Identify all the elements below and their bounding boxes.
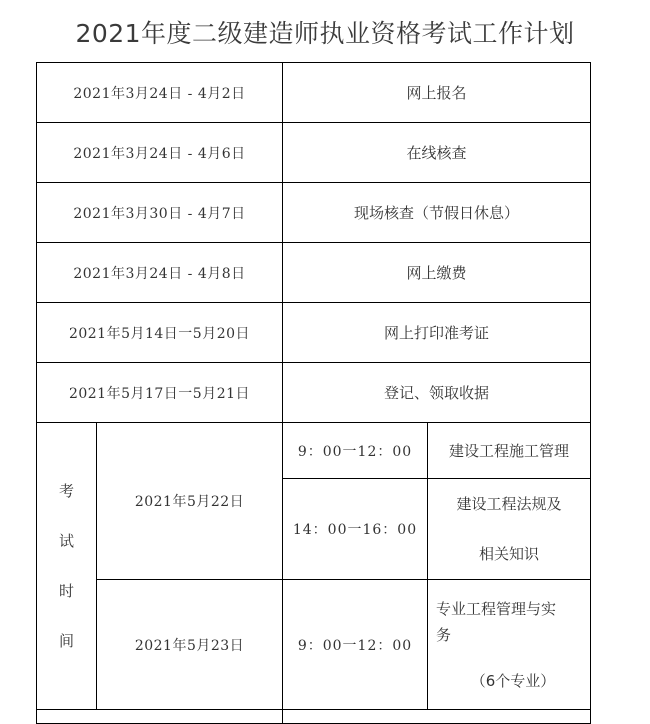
exam-date-cell: 2021年5月22日 (97, 423, 283, 580)
table-row (37, 243, 591, 303)
subject-note: （6个专业） (470, 671, 556, 690)
table-row (37, 123, 591, 183)
exam-label-char: 间 (58, 632, 74, 650)
date-cell: 2021年5月14日一5月20日 (37, 303, 283, 363)
table-row (37, 303, 591, 363)
exam-time-label (37, 423, 97, 710)
table-row (37, 423, 591, 479)
table-row (37, 363, 591, 423)
exam-date-cell: 2021年5月23日 (97, 580, 283, 710)
exam-label-char: 时 (58, 582, 74, 600)
page-title: 2021年度二级建造师执业资格考试工作计划 (75, 19, 575, 48)
date-cell: 2021年5月17日一5月21日 (37, 363, 283, 423)
exam-schedule-table (36, 62, 591, 724)
table-row (37, 63, 591, 123)
task-cell: 现场核查（节假日休息） (283, 183, 591, 243)
task-cell: 登记、领取收据 (283, 363, 591, 423)
exam-label-char: 试 (58, 532, 74, 550)
session-time-cell: 9：00一12：00 (283, 580, 428, 710)
subject-cell (428, 580, 591, 710)
date-cell: 2021年3月24日 - 4月8日 (37, 243, 283, 303)
task-cell: 网上报名 (283, 63, 591, 123)
date-cell: 2021年3月24日 - 4月6日 (37, 123, 283, 183)
session-time-cell: 14：00一16：00 (283, 479, 428, 580)
subject-cell (428, 479, 591, 580)
task-cell: 网上打印准考证 (283, 303, 591, 363)
session-time-cell: 9：00一12：00 (283, 423, 428, 479)
task-cell: 网上缴费 (283, 243, 591, 303)
exam-label-char: 考 (58, 482, 74, 500)
subject-cell (428, 423, 591, 479)
task-cell: 在线核查 (283, 123, 591, 183)
date-cell: 2021年3月24日 - 4月2日 (37, 63, 283, 123)
subject-text: 建设工程法规及 (456, 495, 562, 513)
table-row (37, 580, 591, 710)
date-cell: 2021年3月30日 - 4月7日 (37, 183, 283, 243)
subject-text: 专业工程管理与实 (436, 599, 557, 618)
subject-text: 务 (436, 625, 452, 644)
subject-text: 相关知识 (478, 545, 539, 563)
table-row (37, 183, 591, 243)
subject-text: 建设工程施工管理 (448, 442, 569, 460)
